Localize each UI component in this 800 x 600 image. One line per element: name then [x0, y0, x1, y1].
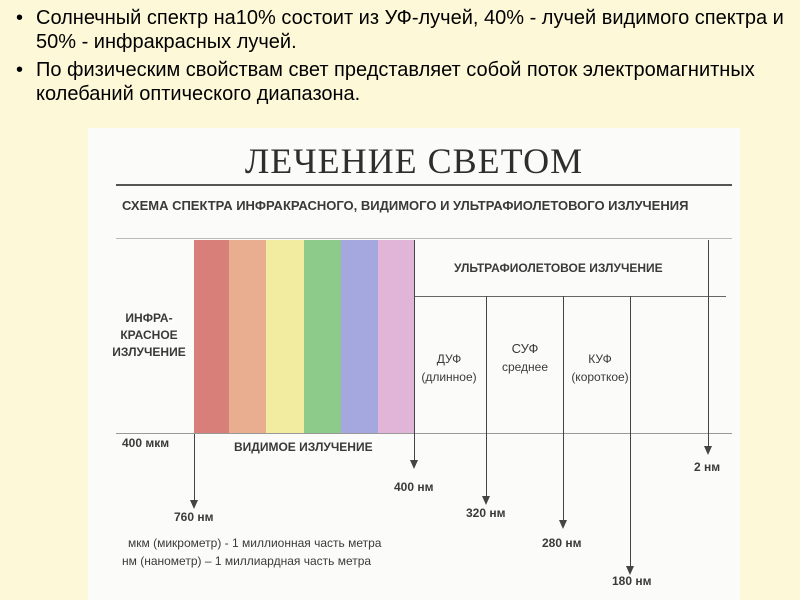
mark-2nm: 2 нм: [694, 460, 721, 474]
bullet-dot: •: [16, 7, 24, 29]
kuf-label: [566, 350, 634, 386]
arrow-2nm-line: [708, 240, 709, 448]
arrow-320-head: [482, 496, 490, 505]
arrow-180-line: [630, 296, 631, 568]
title-rule: [116, 184, 732, 186]
figure-subtitle: СХЕМА СПЕКТРА ИНФРАКРАСНОГО, ВИДИМОГО И УЛЬТРАФИОЛЕТОВОГО ИЗЛУЧЕНИЯ: [122, 198, 689, 213]
note-micrometer: мкм (микрометр) - 1 миллионная часть метра: [128, 536, 382, 550]
mark-280: 280 нм: [542, 536, 582, 550]
duf-desc: (длинное): [421, 370, 477, 384]
spectrum-band-orange: [229, 240, 266, 434]
bullet-text: Солнечный спектр на10% состоит из УФ-лучей, 40% - лучей видимого спектра и 50% - инфракрасных лучей.: [36, 7, 784, 53]
kuf-name: КУФ: [588, 352, 612, 366]
arrow-400nm-head: [410, 460, 418, 469]
infrared-label-line: ИЗЛУЧЕНИЕ: [112, 345, 186, 359]
arrow-2nm-head: [704, 446, 712, 455]
suf-desc: среднее: [501, 360, 549, 374]
uv-divider: [414, 296, 726, 297]
arrow-280-line: [563, 296, 564, 522]
bullet-list: [14, 6, 794, 110]
mark-760: 760 нм: [174, 510, 214, 524]
spectrum-band-violet: [378, 240, 414, 434]
arrow-400nm-line: [414, 240, 415, 462]
baseline: [116, 433, 732, 434]
suf-name: СУФ: [511, 341, 539, 356]
arrow-760-line: [194, 434, 195, 502]
mark-320: 320 нм: [466, 506, 506, 520]
note-nanometer: нм (нанометр) – 1 миллиардная часть метра: [122, 554, 372, 568]
arrow-760-head: [190, 500, 198, 509]
spectrum-band-green: [304, 240, 341, 434]
mark-180: 180 нм: [612, 574, 652, 588]
spectrum-figure: [88, 128, 740, 600]
kuf-desc: (короткое): [571, 370, 629, 384]
mark-400mkm: 400 мкм: [122, 436, 170, 450]
bullet-dot: •: [16, 59, 24, 81]
mark-400nm: 400 нм: [394, 480, 434, 494]
visible-label: ВИДИМОЕ ИЗЛУЧЕНИЕ: [234, 440, 373, 454]
figure-title: ЛЕЧЕНИЕ СВЕТОМ: [244, 141, 584, 181]
bullet-item: [14, 58, 794, 106]
arrow-320-line: [486, 296, 487, 498]
spectrum-band-red: [194, 240, 229, 434]
uv-label: УЛЬТРАФИОЛЕТОВОЕ ИЗЛУЧЕНИЕ: [454, 261, 663, 275]
infrared-label-line: ИНФРА-: [125, 311, 173, 325]
infrared-label: [106, 310, 192, 361]
arrow-280-head: [559, 520, 567, 529]
infrared-label-line: КРАСНОЕ: [120, 328, 178, 342]
bullet-text: По физическим свойствам свет представляет собой поток электромагнитных колебаний оптического диапазона.: [36, 59, 755, 105]
suf-label: [492, 340, 558, 376]
spectrum-band-yellow: [266, 240, 304, 434]
duf-label: [418, 350, 480, 386]
duf-name: ДУФ: [436, 352, 462, 366]
spectrum-band-blue: [341, 240, 378, 434]
top-divider: [116, 238, 732, 239]
bullet-item: [14, 6, 794, 54]
